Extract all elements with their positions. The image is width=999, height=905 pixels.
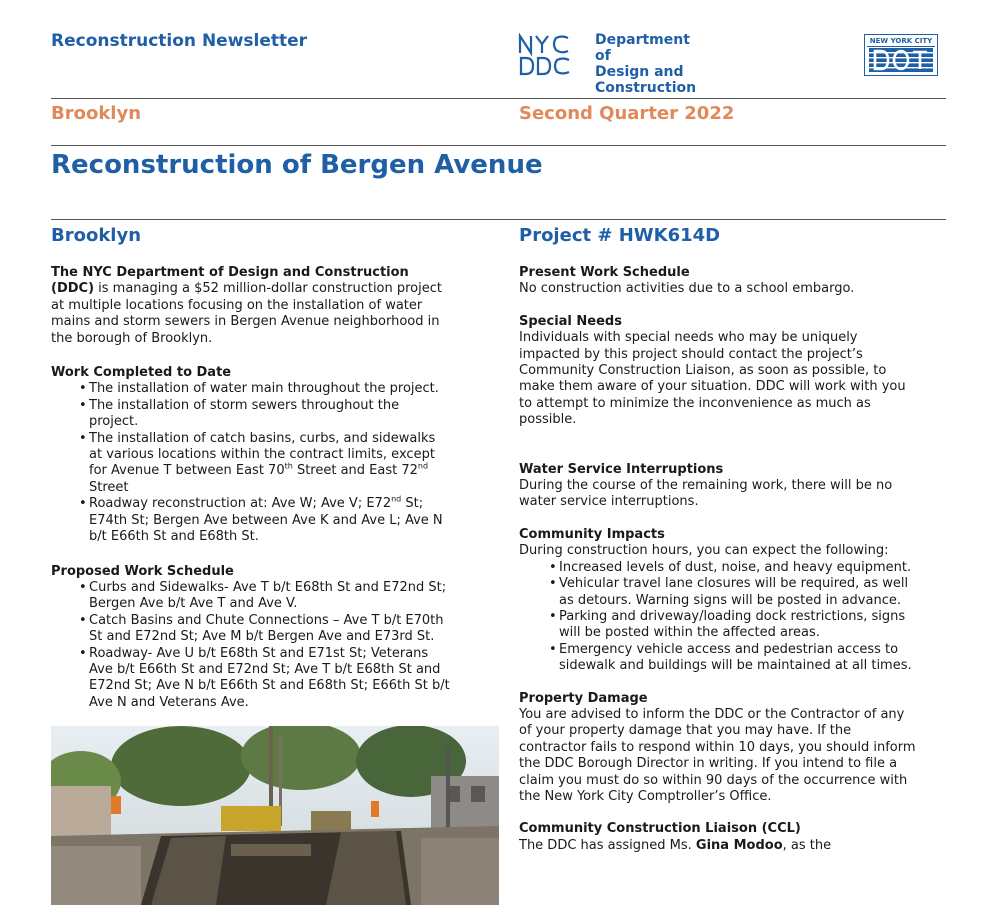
dot-logo-icon: [869, 48, 933, 72]
nyc-dot-logo: [864, 34, 938, 76]
special-needs-heading: Special Needs: [519, 313, 622, 329]
present-schedule-text: No construction activities due to a school embargo.: [519, 281, 855, 297]
construction-site-photo: [51, 726, 499, 905]
page-title: Reconstruction of Bergen Avenue: [51, 150, 543, 180]
work-completed-heading: Work Completed to Date: [51, 365, 232, 381]
community-impacts-heading: Community Impacts: [519, 526, 665, 542]
community-impacts-text: During construction hours, you can expect the following:: [519, 543, 889, 559]
list-item: • Parking and driveway/loading dock restrictions, signs will be posted within the affected areas.: [549, 609, 919, 642]
ccl-name: Gina Modoo: [695, 837, 783, 853]
right-column: [519, 265, 919, 854]
proposed-schedule-list: [79, 580, 451, 711]
title-divider: [51, 219, 946, 220]
community-impacts-list: [549, 560, 919, 675]
nyc-ddc-logo-icon: [518, 33, 584, 77]
subheader-divider: [51, 145, 946, 146]
left-column: [51, 265, 451, 711]
ddc-logo-line1: Department of: [595, 32, 690, 64]
intro-text: is managing a $52 million-dollar construction project at multiple locations focusing on the installation of water mains and storm sewers in Bergen Avenue neighborhood in the borough of Brooklyn.: [51, 281, 442, 346]
property-damage-heading: Property Damage: [519, 690, 648, 706]
ddc-logo-text: [595, 32, 708, 96]
project-number-heading: Project # HWK614D: [519, 225, 721, 246]
newsletter-title: Reconstruction Newsletter: [51, 31, 308, 51]
list-item: • Vehicular travel lane closures will be required, as well as detours. Warning signs will be posted in advance.: [549, 576, 919, 609]
ccl-heading: Community Construction Liaison (CCL): [519, 821, 801, 837]
left-column-heading: Brooklyn: [51, 225, 142, 246]
list-item: • Emergency vehicle access and pedestrian access to sidewalk and buildings will be maintained at all times.: [549, 642, 919, 675]
header-divider: [51, 98, 946, 99]
list-item: • The installation of storm sewers throughout the project.: [79, 398, 451, 431]
ddc-logo: [518, 32, 708, 96]
water-service-heading: Water Service Interruptions: [519, 461, 724, 477]
ddc-logo-line3: Construction: [595, 80, 697, 96]
list-item: • The installation of catch basins, curbs, and sidewalks at various locations within the contract limits, except for Avenue T between East 70th Street and East 72nd Street: [79, 431, 451, 497]
list-item: • Catch Basins and Chute Connections – Ave T b/t E70th St and E72nd St; Ave M b/t Bergen Ave and E73rd St.: [79, 613, 451, 646]
water-service-text: During the course of the remaining work, there will be no water service interruptions.: [519, 478, 893, 510]
borough-label: Brooklyn: [51, 103, 142, 124]
list-item: • The installation of water main throughout the project.: [79, 381, 451, 397]
present-schedule-heading: Present Work Schedule: [519, 265, 690, 280]
list-item: • Increased levels of dust, noise, and heavy equipment.: [549, 560, 919, 576]
construction-photo-icon: [51, 726, 499, 905]
intro-paragraph: [51, 265, 451, 347]
quarter-label: Second Quarter 2022: [519, 103, 735, 124]
special-needs-text: Individuals with special needs who may be uniquely impacted by this project should contact the project’s Community Construction Liaison, as soon as possible, to make them aware of your situation. DDC will work with you to attempt to minimize the inconvenience as much as possible.: [519, 330, 906, 428]
ccl-text: The DDC has assigned Ms. Gina Modoo, as the: [519, 837, 832, 853]
intro-bold: The NYC Department of Design and Construction (DDC): [51, 265, 409, 297]
property-damage-text: You are advised to inform the DDC or the Contractor of any of your property damage that you may have. If the contractor fails to respond within 10 days, you should inform the DDC Borough Director in writing. If you intend to file a claim you must do so within 90 days of the occurrence with the New York City Comptroller’s Office.: [519, 706, 916, 804]
ddc-logo-line2: Design and: [595, 64, 684, 80]
list-item: • Curbs and Sidewalks- Ave T b/t E68th St and E72nd St; Bergen Ave b/t Ave T and Ave V.: [79, 580, 451, 613]
list-item: • Roadway- Ave U b/t E68th St and E71st St; Veterans Ave b/t E66th St and E72nd St; Ave T b/t E68th St and E72nd St; Ave N b/t E66th St and E68th St; E66th St b/t Ave N and Veterans Ave.: [79, 646, 451, 712]
proposed-schedule-heading: Proposed Work Schedule: [51, 563, 234, 579]
list-item: • Roadway reconstruction at: Ave W; Ave V; E72nd St; E74th St; Bergen Ave between Ave K and Ave L; Ave N b/t E66th St and E68th St.: [79, 496, 451, 545]
work-completed-list: [79, 381, 451, 545]
dot-logo-top-text: NEW YORK CITY: [867, 37, 935, 47]
